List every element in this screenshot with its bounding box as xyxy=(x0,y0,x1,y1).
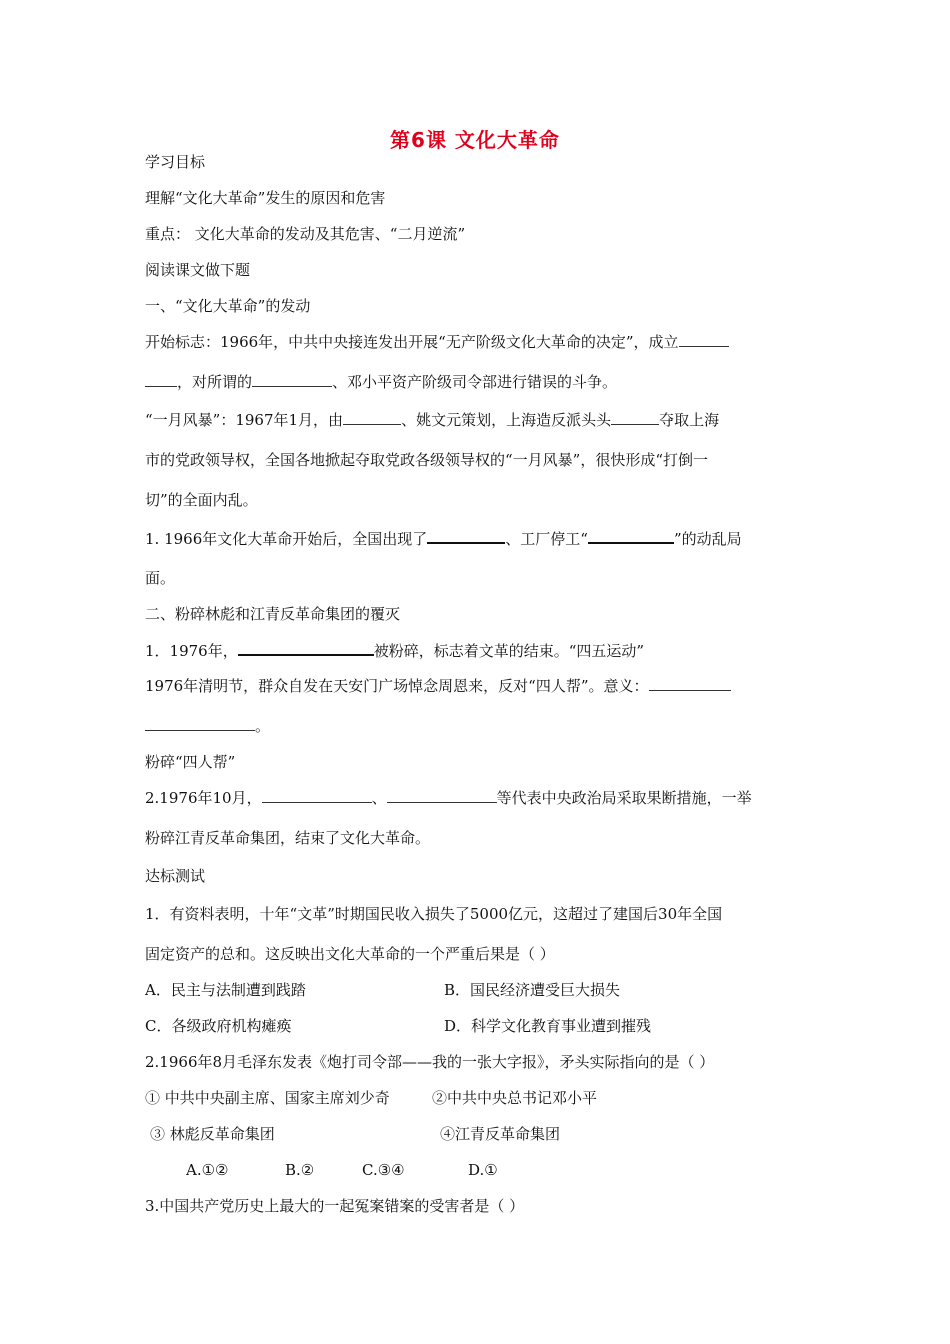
section1-q1-line-1 xyxy=(145,528,742,549)
blank-field[interactable] xyxy=(252,372,332,387)
test-q1-option-b[interactable]: B．国民经济遭受巨大损失 xyxy=(444,981,621,999)
q1-text-c: ”的动乱局 xyxy=(673,530,742,548)
s2-q2-text-b: 、 xyxy=(371,789,387,807)
blank-field[interactable] xyxy=(238,640,374,656)
q1-text-b: 、工厂停工“ xyxy=(505,530,588,548)
qingming-line-1 xyxy=(145,676,731,696)
test-q2-item-4: ④江青反革命集团 xyxy=(440,1125,561,1143)
storm-line-1 xyxy=(145,410,719,430)
blank-field[interactable] xyxy=(145,716,255,731)
start-line-2 xyxy=(145,372,617,392)
blank-field[interactable] xyxy=(387,788,497,803)
storm-text-b: 、姚文元策划，上海造反派头头 xyxy=(401,411,612,429)
s2-q2-text-a: 2.1976年10月， xyxy=(145,789,262,807)
test-q3-line-1: 3.中国共产党历史上最大的一起冤案错案的受害者是（ ） xyxy=(145,1197,525,1215)
start-text-b: ，对所谓的 xyxy=(177,373,253,391)
blank-field[interactable] xyxy=(262,788,372,803)
lesson-title: 第6课 文化大革命 xyxy=(390,128,560,152)
section1-heading: 一、“文化大革命”的发动 xyxy=(145,297,311,315)
storm-text-c: 夺取上海 xyxy=(659,411,720,429)
blank-field[interactable] xyxy=(611,410,659,425)
test-q2-line-1: 2.1966年8月毛泽东发表《炮打司令部——我的一张大字报》，矛头实际指向的是（ ） xyxy=(145,1053,715,1071)
test-q2-option-a[interactable]: A.①② xyxy=(186,1161,229,1179)
section2-heading: 二、粉碎林彪和江青反革命集团的覆灭 xyxy=(145,605,401,623)
blank-field[interactable] xyxy=(427,528,505,544)
smash-heading: 粉碎“四人帮” xyxy=(145,753,236,771)
test-q2-item-1: ① 中共中央副主席、国家主席刘少奇 xyxy=(145,1089,390,1107)
test-q2-item-2: ②中共中央总书记邓小平 xyxy=(432,1089,598,1107)
s2-q1-text-b: 被粉碎，标志着文革的结束。“四五运动” xyxy=(373,642,645,660)
qingming-line-2 xyxy=(145,716,270,736)
storm-line-2: 市的党政领导权，全国各地掀起夺取党政各级领导权的“一月风暴”，很快形成“打倒一 xyxy=(145,451,709,469)
test-heading: 达标测试 xyxy=(145,867,206,885)
blank-field[interactable] xyxy=(679,332,729,347)
goals-heading: 学习目标 xyxy=(145,153,206,171)
reading-task: 阅读课文做下题 xyxy=(145,261,251,279)
section2-q2-line-1 xyxy=(145,788,752,808)
section1-q1-line-2: 面。 xyxy=(145,569,176,587)
section2-q1 xyxy=(145,640,644,661)
test-q2-option-b[interactable]: B.② xyxy=(285,1161,315,1179)
blank-field[interactable] xyxy=(145,372,177,387)
blank-field[interactable] xyxy=(649,676,731,691)
test-q2-item-3: ③ 林彪反革命集团 xyxy=(150,1125,275,1143)
key-points: 重点： 文化大革命的发动及其危害、“二月逆流” xyxy=(145,225,466,243)
q1-text-a: 1. 1966年文化大革命开始后，全国出现了 xyxy=(145,530,428,548)
blank-field[interactable] xyxy=(343,410,401,425)
test-q2-option-c[interactable]: C.③④ xyxy=(362,1161,405,1179)
section2-q2-line-2: 粉碎江青反革命集团，结束了文化大革命。 xyxy=(145,829,431,847)
test-q2-option-d[interactable]: D.① xyxy=(468,1161,498,1179)
storm-line-3: 切”的全面内乱。 xyxy=(145,491,258,509)
s2-q2-text-c: 等代表中央政治局采取果断措施，一举 xyxy=(496,789,752,807)
test-q1-option-a[interactable]: A．民主与法制遭到践踏 xyxy=(145,981,306,999)
test-q1-option-d[interactable]: D．科学文化教育事业遭到摧残 xyxy=(444,1017,652,1035)
test-q1-option-c[interactable]: C．各级政府机构瘫痪 xyxy=(145,1017,292,1035)
s2-q1-text-a: 1．1976年， xyxy=(145,642,238,660)
test-q1-line-1: 1．有资料表明，十年“文革”时期国民收入损失了5000亿元，这超过了建国后30年全国 xyxy=(145,905,723,923)
goal-line: 理解“文化大革命”发生的原因和危害 xyxy=(145,189,386,207)
test-q1-line-2: 固定资产的总和。这反映出文化大革命的一个严重后果是（ ） xyxy=(145,945,555,963)
start-text-a: 开始标志：1966年，中共中央接连发出开展“无产阶级文化大革命的决定”，成立 xyxy=(145,333,679,351)
qingming-end: 。 xyxy=(255,717,271,735)
start-line-1 xyxy=(145,332,729,352)
blank-field[interactable] xyxy=(588,528,674,544)
storm-text-a: “一月风暴”：1967年1月，由 xyxy=(145,411,344,429)
qingming-text: 1976年清明节，群众自发在天安门广场悼念周恩来，反对“四人帮”。意义： xyxy=(145,677,649,695)
start-text-c: 、邓小平资产阶级司令部进行错误的斗争。 xyxy=(332,373,618,391)
